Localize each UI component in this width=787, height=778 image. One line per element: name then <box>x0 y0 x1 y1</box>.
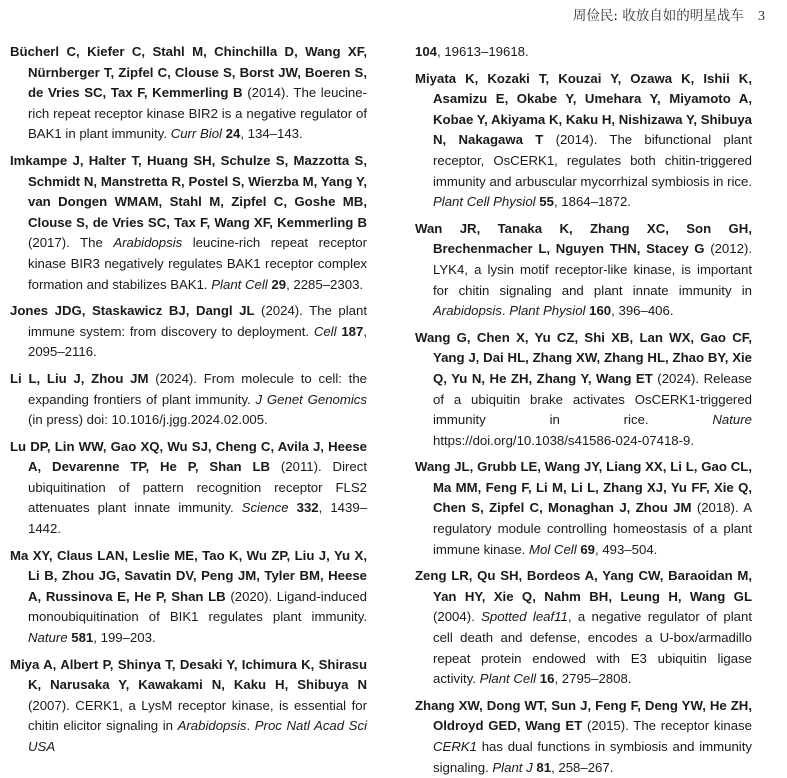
reference-pages: , 199–203. <box>93 630 156 646</box>
reference-authors: Wang JL, Grubb LE, Wang JY, Liang XX, Li L, Gao CL, Ma MM, Feng F, Li M, Li L, Zhang XJ, Yu FF, Xie Q, Chen S, Zipfel C, Monaghan J, Zhou JM <box>415 459 752 516</box>
reference-journal: Plant Physiol <box>509 303 586 319</box>
reference-pages: , 493–504. <box>595 541 658 557</box>
reference-authors: Miyata K, Kozaki T, Kouzai Y, Ozawa K, Ishii K, Asamizu E, Okabe Y, Umehara Y, Miyamoto A, Kobae Y, Akiyama K, Kaku H, Nishizawa Y, Shibuya N, Nakagawa T <box>415 70 752 148</box>
reference-authors: Wang G, Chen X, Yu CZ, Shi XB, Lan WX, Gao CF, Yang J, Dai HL, Zhang XW, Zhang HL, Zhao BY, Xie Q, Yu N, He ZH, Zhang Y, Wang ET <box>415 329 752 386</box>
running-header: 周俭民: 收放自如的明星战车 3 <box>572 8 765 24</box>
reference-item <box>10 151 367 295</box>
reference-journal: Cell <box>313 323 337 339</box>
reference-authors: Ma XY, Claus LAN, Leslie ME, Tao K, Wu ZP, Liu J, Yu X, Li B, Zhou JG, Savatin DV, Peng JM, Tyler BM, Heese A, Russinova E, He P, Shan LB <box>10 547 367 604</box>
reference-text: (2012). LYK4, a lysin motif receptor-like kinase, is important for chitin signaling and plant innate immunity in <box>433 241 752 298</box>
reference-item <box>415 328 752 452</box>
header-author: 周俭民 <box>572 8 614 24</box>
reference-italic: Arabidopsis <box>113 235 183 251</box>
reference-text: (2017). The <box>28 235 114 251</box>
reference-item <box>10 369 367 431</box>
reference-journal: Plant Cell Physiol <box>433 194 536 210</box>
reference-italic: CERK1 <box>433 739 477 754</box>
reference-authors: Miya A, Albert P, Shinya T, Desaki Y, Ichimura K, Shirasu K, Narusaka Y, Kawakami N, Kaku H, Shibuya N <box>10 656 367 693</box>
reference-volume: 104 <box>415 44 438 59</box>
reference-item <box>10 655 367 758</box>
reference-journal: Plant J <box>492 759 533 775</box>
reference-item <box>10 301 367 363</box>
reference-authors: Li L, Liu J, Zhou JM <box>10 370 149 386</box>
reference-journal: Nature <box>712 412 752 428</box>
reference-volume: 24 <box>225 126 241 142</box>
reference-continuation <box>415 42 752 63</box>
reference-volume: 187 <box>341 323 364 339</box>
reference-item <box>10 42 367 145</box>
reference-item <box>10 437 367 540</box>
reference-journal: Curr Biol <box>170 126 222 142</box>
reference-italic: Arabidopsis <box>177 718 247 734</box>
reference-pages: , 258–267. <box>551 759 614 775</box>
reference-journal: Science <box>241 500 289 516</box>
reference-volume: 581 <box>71 630 94 646</box>
reference-volume: 29 <box>271 276 287 292</box>
reference-text: , a negative regulator of plant cell death and defense, encodes a U-box/armadillo repeat protein endowed with E3 ubiquitin ligase activity. <box>433 609 753 687</box>
reference-pages: , 1439–1442. <box>28 500 368 537</box>
reference-text: leucine-rich repeat receptor kinase BIR3 negatively regulates BAK1 receptor complex formation and stabilizes BAK1. <box>28 235 367 292</box>
reference-text: (2007). CERK1, a LysM receptor kinase, is essential for chitin elicitor signaling in <box>28 697 367 734</box>
reference-text: (2024). The plant immune system: from discovery to deployment. <box>28 303 367 339</box>
reference-volume: 332 <box>296 500 319 516</box>
reference-text: (2024). Release of a ubiquitin brake activates OsCERK1-triggered immunity in rice. <box>433 370 752 428</box>
reference-item <box>10 546 367 649</box>
reference-journal: Mol Cell <box>529 541 577 557</box>
reference-authors: Zeng LR, Qu SH, Bordeos A, Yang CW, Baraoidan M, Yan HY, Xie Q, Nahm BH, Leung H, Wang GL <box>415 568 752 604</box>
reference-authors: Wan JR, Tanaka K, Zhang XC, Son GH, Brechenmacher L, Nguyen THN, Stacey G <box>415 220 752 257</box>
reference-journal: Proc Natl Acad Sci USA <box>28 718 368 754</box>
reference-pages: , 134–143. <box>240 126 303 142</box>
reference-volume: 160 <box>589 303 612 319</box>
reference-item <box>415 696 752 778</box>
reference-journal: Nature <box>28 630 68 646</box>
reference-authors: Lu DP, Lin WW, Gao XQ, Wu SJ, Cheng C, Avila J, Heese A, Devarenne TP, He P, Shan LB <box>10 438 367 475</box>
reference-volume: 16 <box>539 671 555 687</box>
reference-pages: , 19613–19618. <box>437 44 529 59</box>
reference-text: (2014). The leucine-rich repeat receptor kinase BIR2 is a negative regulator of BAK1 in plant immunity. <box>28 85 367 142</box>
reference-journal: J Genet Genomics <box>255 391 367 407</box>
reference-item <box>415 219 752 322</box>
reference-italic: Arabidopsis <box>433 303 502 319</box>
reference-text: (2020). Ligand-induced monoubiquitination of BIK1 regulates plant immunity. <box>28 588 367 625</box>
reference-volume: 69 <box>580 541 595 557</box>
page-number: 3 <box>758 9 765 24</box>
reference-journal: Plant Cell <box>479 671 537 687</box>
reference-pages: , 2095–2116. <box>28 323 367 360</box>
reference-text: . <box>246 718 255 734</box>
reference-item <box>415 457 752 560</box>
reference-journal: Plant Cell <box>211 276 268 292</box>
reference-column-right <box>415 42 752 778</box>
reference-authors: Bücherl C, Kiefer C, Stahl M, Chinchilla D, Wang XF, Nürnberger T, Zipfel C, Clouse S, Borst JW, Boeren S, de Vries SC, Tax F, Kemmerling B <box>10 44 367 101</box>
header-title: 收放自如的明星战车 <box>622 8 744 24</box>
reference-italic: Spotted leaf11 <box>481 609 568 625</box>
reference-item <box>415 69 752 213</box>
reference-pages: , 396–406. <box>611 303 674 319</box>
reference-volume: 55 <box>539 194 554 210</box>
reference-text: (2018). A regulatory module controlling homeostasis of a plant immune kinase. <box>433 500 752 557</box>
reference-pages: , 2795–2808. <box>554 671 632 687</box>
reference-pages: (in press) doi: 10.1016/j.jgg.2024.02.005. <box>28 412 268 428</box>
reference-text: (2024). From molecule to cell: the expanding frontiers of plant immunity. <box>28 370 367 407</box>
reference-authors: Zhang XW, Dong WT, Sun J, Feng F, Deng YW, He ZH, Oldroyd GED, Wang ET <box>415 697 752 734</box>
reference-volume: 81 <box>536 759 552 775</box>
reference-text: (2014). The bifunctional plant receptor, OsCERK1, regulates both chitin-triggered immunity and arbuscular mycorrhizal symbiosis in rice. <box>433 132 752 189</box>
reference-pages: , 2285–2303. <box>286 276 364 292</box>
reference-authors: Imkampe J, Halter T, Huang SH, Schulze S, Mazzotta S, Schmidt N, Manstretta R, Postel S, Wierzba M, Yang Y, van Dongen WMAM, Stahl M, Zipfel C, Goshe MB, Clouse S, de Vries SC, Tax F, Wang XF, Kemmerling B <box>10 152 367 230</box>
reference-column-left <box>10 42 367 758</box>
reference-text: . <box>501 303 510 319</box>
reference-text: (2004). <box>433 609 482 625</box>
reference-text: has dual functions in symbiosis and immunity signaling. <box>433 739 752 775</box>
reference-item <box>415 566 752 690</box>
reference-pages: https://doi.org/10.1038/s41586-024-07418-9. <box>433 432 695 448</box>
reference-text: (2011). Direct ubiquitination of pattern recognition receptor FLS2 attenuates plant innate immunity. <box>28 459 367 516</box>
reference-pages: , 1864–1872. <box>553 194 631 210</box>
reference-authors: Jones JDG, Staskawicz BJ, Dangl JL <box>10 303 255 319</box>
reference-text: (2015). The receptor kinase <box>582 718 752 734</box>
